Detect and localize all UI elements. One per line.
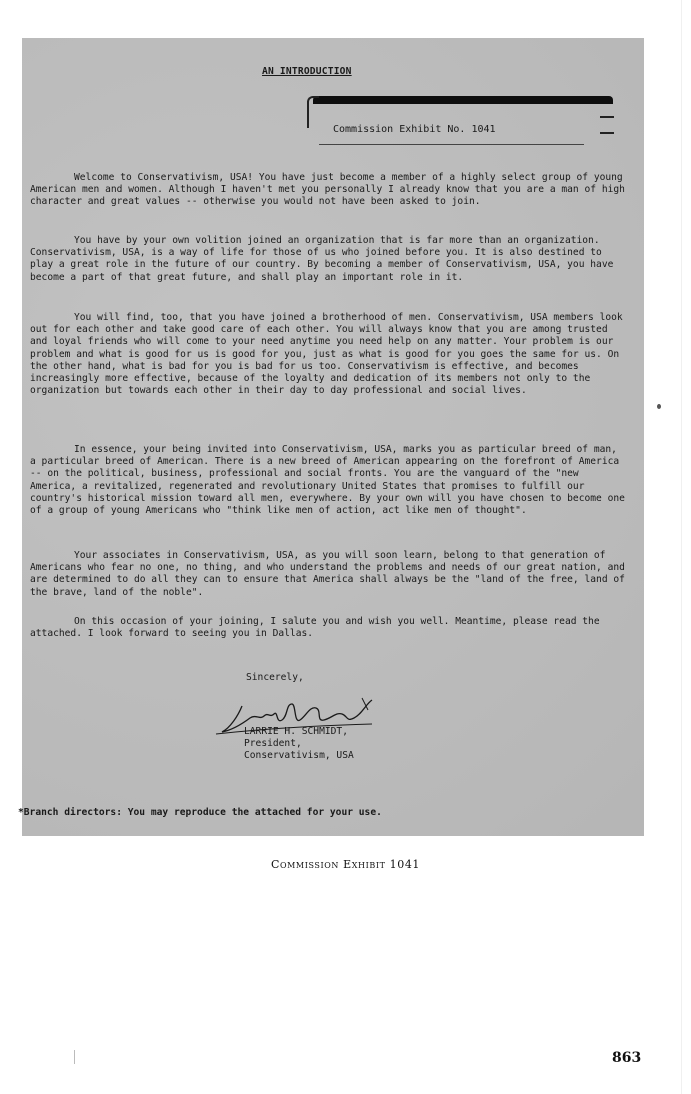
page-number: 863 [612,1050,642,1066]
paragraph-salute: On this occasion of your joining, I salute you and wish you well. Meantime, please read the attached. I look forward to seeing you in Dallas. [30,616,600,640]
scan-edge [681,0,682,1094]
scan-mark [74,1050,75,1064]
paragraph-brotherhood: You will find, too, that you have joined a brotherhood of men. Conservativism, USA members look out for each other and take good care of each other. You will always know that you are among trusted and loyal friends who will come to your need anytime you need help on any matter. Your problem is our problem and what is good for us is good for you, just as what is good for you goes the same for us. On the other hand, what is bad for you is bad for us too. Conservativism is effective, and becomes increasingly more effective, because of the loyalty and dedication of its members not only to the organization but towards each other in their day to day professional and social lives. [30,312,623,397]
signer-title: President, [244,738,302,749]
stamp-label: Commission Exhibit No. 1041 [333,124,496,135]
stamp-corner [307,96,319,128]
letter-heading: AN INTRODUCTION [262,66,352,77]
paragraph-organization: You have by your own volition joined an organization that is far more than an organization. Conservativism, USA, is a way of life for those of us who joined before you. It is also destined to play a great role in the future of our country. By becoming a member of Conservativism, USA, you have become a part of that great future, and shall play an important role in it. [30,235,614,283]
stamp-tick [600,116,614,118]
exhibit-caption: Commission Exhibit 1041 [270,858,421,871]
exhibit-stamp [307,96,614,148]
letter-photo [18,38,644,836]
signer-name: LARRIE H. SCHMIDT, [244,726,348,737]
paragraph-welcome: Welcome to Conservativism, USA! You have just become a member of a highly select group of young American men and women. Although I haven't met you personally I already know that you are a man of high character and great values -- otherwise you would not have been asked to join. [30,172,625,208]
signer-block [244,726,354,762]
footnote: *Branch directors: You may reproduce the attached for your use. [18,807,382,818]
paragraph-associates: Your associates in Conservativism, USA, as you will soon learn, belong to that generation of Americans who fear no one, no thing, and who understand the problems and needs of our great nation, and are determined to do all they can to ensure that America shall always be the "land of the free, land of the brave, land of the noble". [30,550,625,598]
stamp-underline [319,144,584,145]
letter [18,38,644,836]
signer-organization: Conservativism, USA [244,750,354,761]
scan-speck [657,404,661,409]
stamp-bar [313,96,613,104]
paragraph-new-breed: In essence, your being invited into Conservativism, USA, marks you as particular breed of man, a particular breed of American. There is a new breed of American appearing on the forefront of America -- on the political, business, professional and social fronts. You are the vanguard of the "new America, a revitalized, regenerated and revolutionary United States that promises to fulfill our country's historical mission toward all men, everywhere. By your own will you have chosen to become one of a group of young Americans who "think like men of action, act like men of thought". [30,444,625,517]
stamp-tick [600,132,614,134]
closing: Sincerely, [246,672,304,683]
